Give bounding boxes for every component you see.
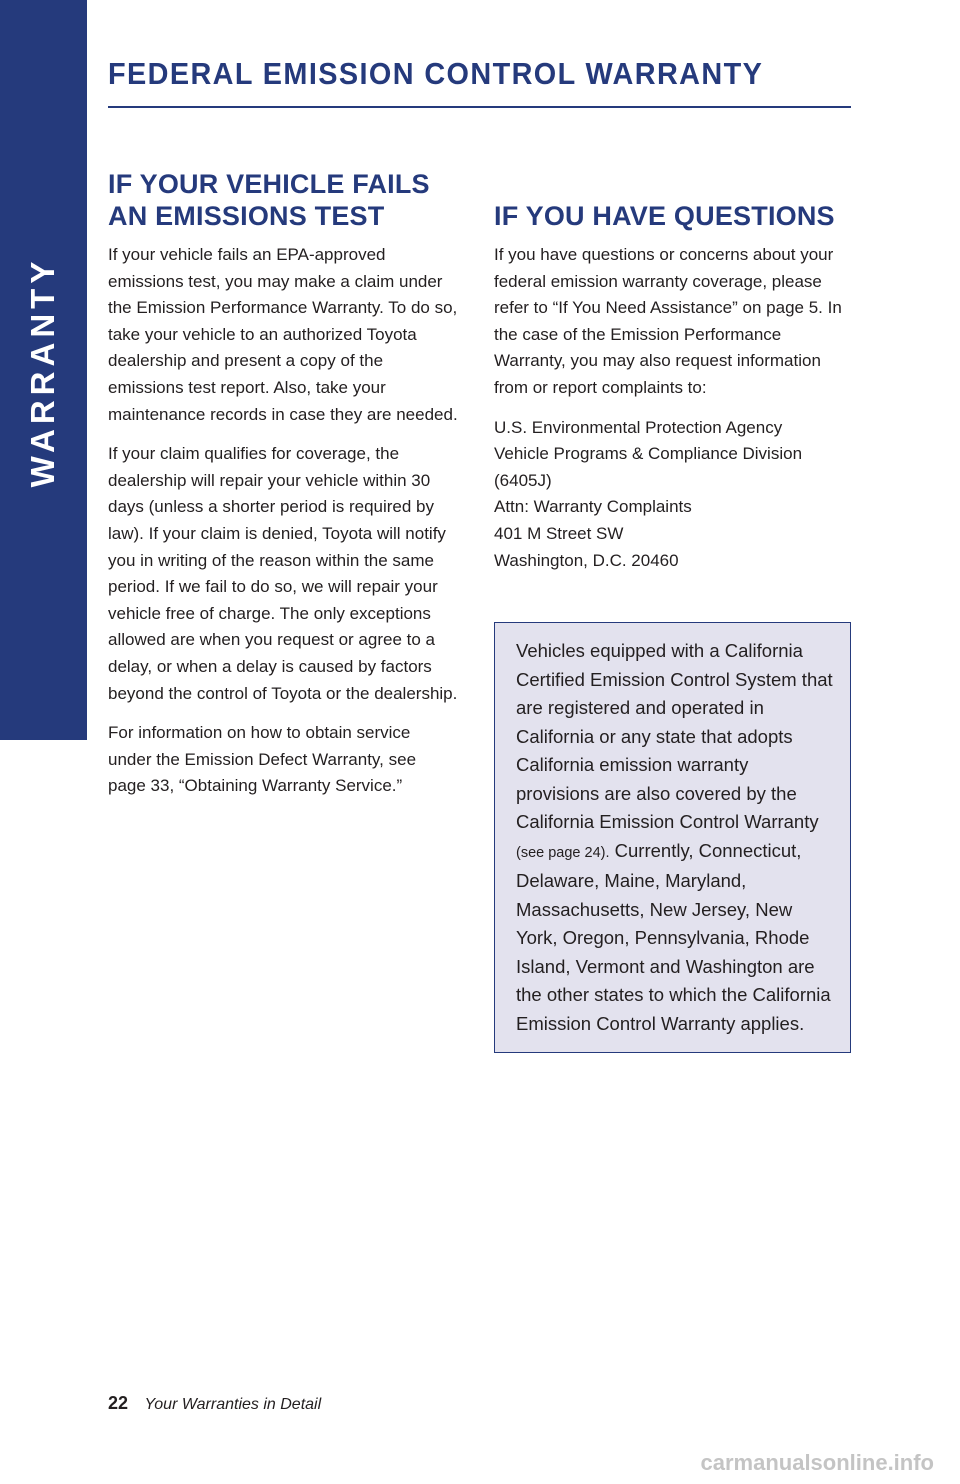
emissions-test-heading-line2: AN EMISSIONS TEST xyxy=(108,201,385,231)
callout-page-reference: (see page 24). xyxy=(516,844,610,861)
address-line: 401 M Street SW xyxy=(494,523,624,543)
epa-address xyxy=(494,415,844,575)
questions-heading: IF YOU HAVE QUESTIONS xyxy=(494,201,835,231)
california-warranty-callout xyxy=(494,622,851,1053)
emissions-test-section xyxy=(108,168,458,813)
page-number: 22 xyxy=(108,1393,129,1413)
callout-text-part1: Vehicles equipped with a California Certified Emission Control System that are registered and operated in California or any state that adopts California emission warranty provisions are also covered by the California Emission Control Warranty xyxy=(516,640,833,832)
address-line: (6405J) xyxy=(494,470,552,490)
page-footer xyxy=(108,1393,321,1414)
address-line: Attn: Warranty Complaints xyxy=(494,497,692,517)
callout-text-part2: Currently, Connecticut, Delaware, Maine, Maryland, Massachusetts, New Jersey, New York, Oregon, Pennsylvania, Rhode Island, Vermont and Washington are the other states to which the California Emission Control Warranty applies. xyxy=(516,839,831,1034)
address-line: U.S. Environmental Protection Agency xyxy=(494,417,783,437)
sidebar-label: WARRANTY xyxy=(24,256,61,488)
address-line: Vehicle Programs & Compliance Division xyxy=(494,444,803,464)
address-line: Washington, D.C. 20460 xyxy=(494,550,679,570)
emissions-test-heading xyxy=(108,168,458,232)
questions-section xyxy=(494,200,844,574)
title-divider xyxy=(108,106,851,108)
emissions-test-heading-line1: IF YOUR VEHICLE FAILS xyxy=(108,169,430,199)
questions-paragraph: If you have questions or concerns about your federal emission warranty coverage, please refer to “If You Need Assistance” on page 5. In the case of the Emission Performance Warranty, you may also request information from or report complaints to: xyxy=(494,245,842,397)
emissions-test-paragraph-2: If your claim qualifies for coverage, the dealership will repair your vehicle within 30 days (unless a shorter period is required by law). If your claim is denied, Toyota will notify you in writing of the reason within the same period. If we fail to do so, we will repair your vehicle free of charge. The only exceptions allowed are when you request or agree to a delay, or when a delay is caused by factors beyond the control of Toyota or the dealership. xyxy=(108,444,458,703)
emissions-test-paragraph-3: For information on how to obtain service under the Emission Defect Warranty, see page 33, “Obtaining Warranty Service.” xyxy=(108,723,417,796)
footer-title: Your Warranties in Detail xyxy=(144,1396,322,1413)
watermark: carmanualsonline.info xyxy=(700,1450,934,1475)
callout-text xyxy=(516,637,834,1038)
sidebar-tab xyxy=(0,0,87,740)
page-title: FEDERAL EMISSION CONTROL WARRANTY xyxy=(108,56,764,91)
emissions-test-paragraph-1: If your vehicle fails an EPA-approved emissions test, you may make a claim under the Emission Performance Warranty. To do so, take your vehicle to an authorized Toyota dealership and present a copy of the emissions test report. Also, take your maintenance records in case they are needed. xyxy=(108,245,458,424)
